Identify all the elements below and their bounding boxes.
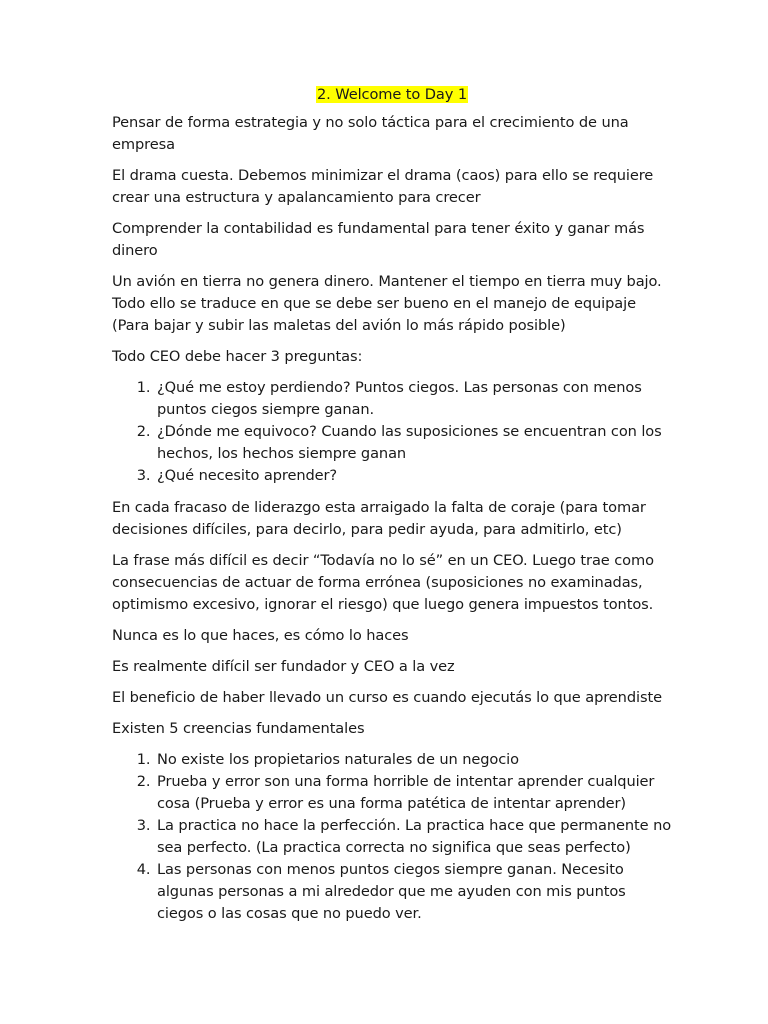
paragraph-leadership: En cada fracaso de liderazgo esta arraigado la falta de coraje (para tomar decisiones difíciles, para decirlo, para pedir ayuda, para admitirlo, etc) [112, 499, 646, 538]
list-item: 2. Prueba y error son una forma horrible de intentar aprender cualquier cosa (Prueba y error es una forma patética de intentar aprender) [155, 771, 672, 815]
paragraph-founder-ceo: Es realmente difícil ser fundador y CEO a la vez [112, 658, 455, 675]
paragraph-ceo-questions: Todo CEO debe hacer 3 preguntas: [112, 348, 363, 365]
paragraph-strategy: Pensar de forma estrategia y no solo táctica para el crecimiento de una empresa [112, 114, 629, 153]
paragraph-airplane: Un avión en tierra no genera dinero. Mantener el tiempo en tierra muy bajo. Todo ello se traduce en que se debe ser bueno en el manejo de equipaje (Para bajar y subir las maletas del avión lo más rápido posible) [112, 273, 662, 334]
list-item: 1. ¿Qué me estoy perdiendo? Puntos ciegos. Las personas con menos puntos ciegos siempre ganan. [155, 377, 672, 421]
title-row [112, 84, 672, 106]
list-item: 1. No existe los propietarios naturales de un negocio [155, 749, 672, 771]
list-item: 3. ¿Qué necesito aprender? [155, 465, 672, 487]
document-title: 2. Welcome to Day 1 [316, 86, 468, 103]
list-item: 2. ¿Dónde me equivoco? Cuando las suposiciones se encuentran con los hechos, los hechos siempre ganan [155, 421, 672, 465]
paragraph-beliefs: Existen 5 creencias fundamentales [112, 720, 365, 737]
paragraph-accounting: Comprender la contabilidad es fundamental para tener éxito y ganar más dinero [112, 220, 645, 259]
ceo-questions-list [112, 377, 672, 487]
paragraph-hardest-phrase: La frase más difícil es decir “Todavía no lo sé” en un CEO. Luego trae como consecuencias de actuar de forma errónea (suposiciones no examinadas, optimismo excesivo, ignorar el riesgo) que luego genera impuestos tontos. [112, 552, 654, 613]
list-item: 4. Las personas con menos puntos ciegos siempre ganan. Necesito algunas personas a mi alrededor que me ayuden con mis puntos ciegos o las cosas que no puedo ver. [155, 859, 672, 925]
list-item: 3. La practica no hace la perfección. La practica hace que permanente no sea perfecto. (La practica correcta no significa que seas perfecto) [155, 815, 672, 859]
paragraph-how: Nunca es lo que haces, es cómo lo haces [112, 627, 409, 644]
document-page [112, 84, 672, 935]
paragraph-course-benefit: El beneficio de haber llevado un curso es cuando ejecutás lo que aprendiste [112, 689, 662, 706]
paragraph-drama: El drama cuesta. Debemos minimizar el drama (caos) para ello se requiere crear una estructura y apalancamiento para crecer [112, 167, 654, 206]
beliefs-list [112, 749, 672, 925]
